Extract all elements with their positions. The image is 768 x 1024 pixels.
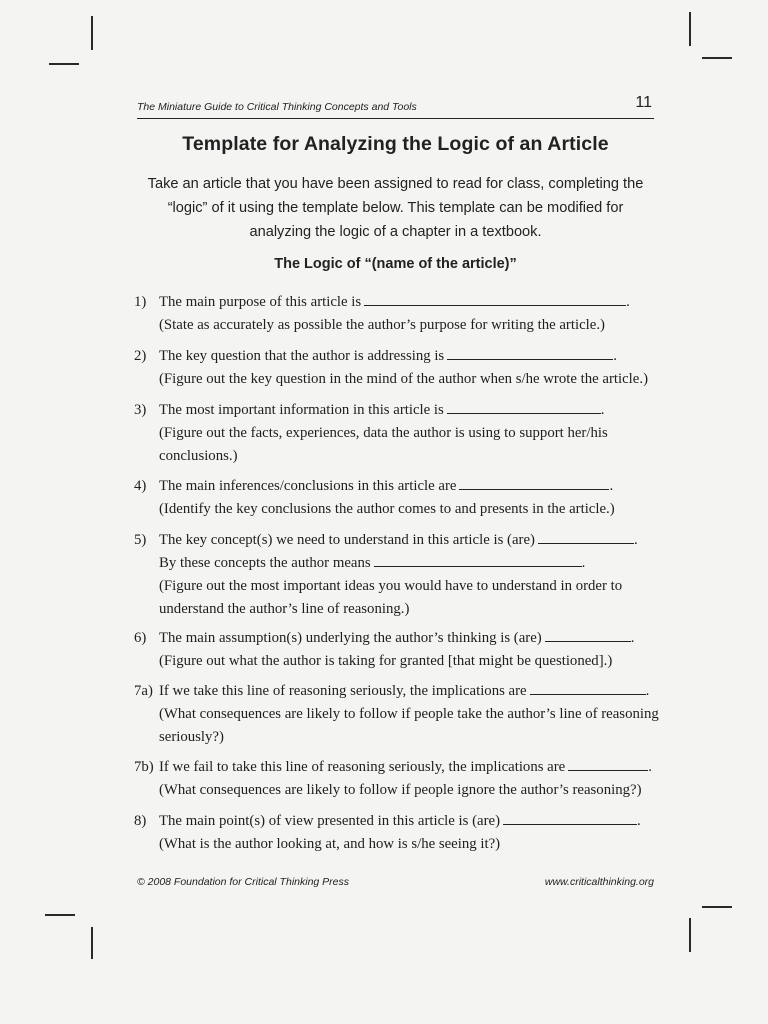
item-instruction-line: seriously?) <box>159 729 224 745</box>
crop-mark-top-left-horizontal <box>49 63 79 65</box>
item-prompt-line <box>159 680 664 703</box>
item-number: 7a) <box>134 683 153 699</box>
item-instruction-line: (Figure out what the author is taking for granted [that might be questioned].) <box>159 653 613 669</box>
period: . <box>633 532 638 548</box>
item-instruction-line: conclusions.) <box>159 448 238 464</box>
item-prompt-text: If we fail to take this line of reasoning seriously, the implications are <box>159 759 566 775</box>
item-number: 2) <box>134 348 147 364</box>
answer-blank[interactable] <box>374 553 582 567</box>
item-instruction-line: (Figure out the facts, experiences, data the author is using to support her/his <box>159 425 608 441</box>
item-instruction-line: (What is the author looking at, and how is s/he seeing it?) <box>159 836 501 852</box>
template-item-8 <box>134 810 664 856</box>
period: . <box>648 759 652 775</box>
website-footer: www.criticalthinking.org <box>544 876 654 888</box>
answer-blank[interactable] <box>538 530 634 544</box>
item-instruction-line: (Figure out the key question in the mind of the author when s/he wrote the article.) <box>159 371 648 387</box>
template-item-5 <box>134 529 664 621</box>
crop-mark-bottom-right-vertical <box>689 918 691 952</box>
item-prompt-text: The most important information in this article is <box>159 402 444 418</box>
intro-paragraph <box>137 172 654 244</box>
page-title: Template for Analyzing the Logic of an Article <box>182 133 609 155</box>
period: . <box>600 402 605 418</box>
item-prompt-line <box>159 756 664 779</box>
item-prompt-line <box>159 529 664 552</box>
running-header <box>137 94 654 119</box>
item-prompt-text: The main inferences/conclusions in this article are <box>159 478 457 494</box>
period: . <box>645 683 650 699</box>
answer-blank[interactable] <box>503 811 637 825</box>
item-prompt-line <box>159 552 664 575</box>
answer-blank[interactable] <box>447 400 601 414</box>
intro-line: analyzing the logic of a chapter in a textbook. <box>249 224 542 240</box>
item-prompt-text: The main point(s) of view presented in this article is (are) <box>159 813 501 829</box>
item-instruction-line: (Identify the key conclusions the author comes to and presents in the article.) <box>159 501 615 517</box>
item-prompt-line <box>159 345 664 368</box>
item-prompt-line <box>159 399 664 422</box>
item-instruction-line: (What consequences are likely to follow if people take the author’s line of reasoning <box>159 706 659 722</box>
crop-mark-top-right-vertical <box>689 12 691 46</box>
period: . <box>626 294 630 310</box>
template-item-1 <box>134 291 664 337</box>
answer-blank[interactable] <box>459 476 609 490</box>
item-prompt-text: The main assumption(s) underlying the author’s thinking is (are) <box>159 630 542 646</box>
template-item-6 <box>134 627 664 673</box>
period: . <box>609 478 614 494</box>
item-prompt-line <box>159 291 664 314</box>
item-instruction-line: understand the author’s line of reasoning.) <box>159 601 410 617</box>
period: . <box>637 813 641 829</box>
item-prompt-text: The main purpose of this article is <box>159 294 362 310</box>
answer-blank[interactable] <box>530 681 646 695</box>
period: . <box>630 630 635 646</box>
item-instruction-line: (State as accurately as possible the author’s purpose for writing the article.) <box>159 317 605 333</box>
period: . <box>613 348 617 364</box>
item-number: 4) <box>134 478 147 494</box>
template-item-7a <box>134 680 664 749</box>
item-prompt-line <box>159 627 664 650</box>
crop-mark-top-right-horizontal <box>702 57 732 59</box>
crop-mark-bottom-right-horizontal <box>702 906 732 908</box>
item-number: 1) <box>134 294 147 310</box>
answer-blank[interactable] <box>545 628 631 642</box>
item-prompt-text: The key concept(s) we need to understand in this article is (are) <box>159 532 535 548</box>
intro-line: Take an article that you have been assigned to read for class, completing the <box>147 176 644 192</box>
guide-title: The Miniature Guide to Critical Thinking Concepts and Tools <box>137 101 417 113</box>
section-subheading: The Logic of “(name of the article)” <box>274 256 517 272</box>
period: . <box>581 555 586 571</box>
item-number: 6) <box>134 630 147 646</box>
item-number: 7b) <box>134 759 154 775</box>
template-item-3 <box>134 399 664 468</box>
item-instruction-line: (Figure out the most important ideas you would have to understand in order to <box>159 578 623 594</box>
template-item-2 <box>134 345 664 391</box>
item-prompt-text: If we take this line of reasoning seriously, the implications are <box>159 683 527 699</box>
item-instruction-line: (What consequences are likely to follow if people ignore the author’s reasoning?) <box>159 782 642 798</box>
item-number: 8) <box>134 813 147 829</box>
copyright-footer: © 2008 Foundation for Critical Thinking Press <box>137 876 350 888</box>
page-number: 11 <box>635 94 652 111</box>
template-item-4 <box>134 475 664 521</box>
intro-line: “logic” of it using the template below. This template can be modified for <box>167 200 624 216</box>
crop-mark-bottom-left-vertical <box>91 927 93 959</box>
item-prompt-line <box>159 810 664 833</box>
crop-mark-bottom-left-horizontal <box>45 914 75 916</box>
item-number: 5) <box>134 532 147 548</box>
item-number: 3) <box>134 402 147 418</box>
answer-blank[interactable] <box>447 346 613 360</box>
answer-blank[interactable] <box>364 292 626 306</box>
crop-mark-top-left-vertical <box>91 16 93 50</box>
item-prompt-line <box>159 475 664 498</box>
item-prompt-text: The key question that the author is addressing is <box>159 348 445 364</box>
template-item-7b <box>134 756 664 802</box>
answer-blank[interactable] <box>568 757 648 771</box>
item-prompt-text: By these concepts the author means <box>159 555 371 571</box>
